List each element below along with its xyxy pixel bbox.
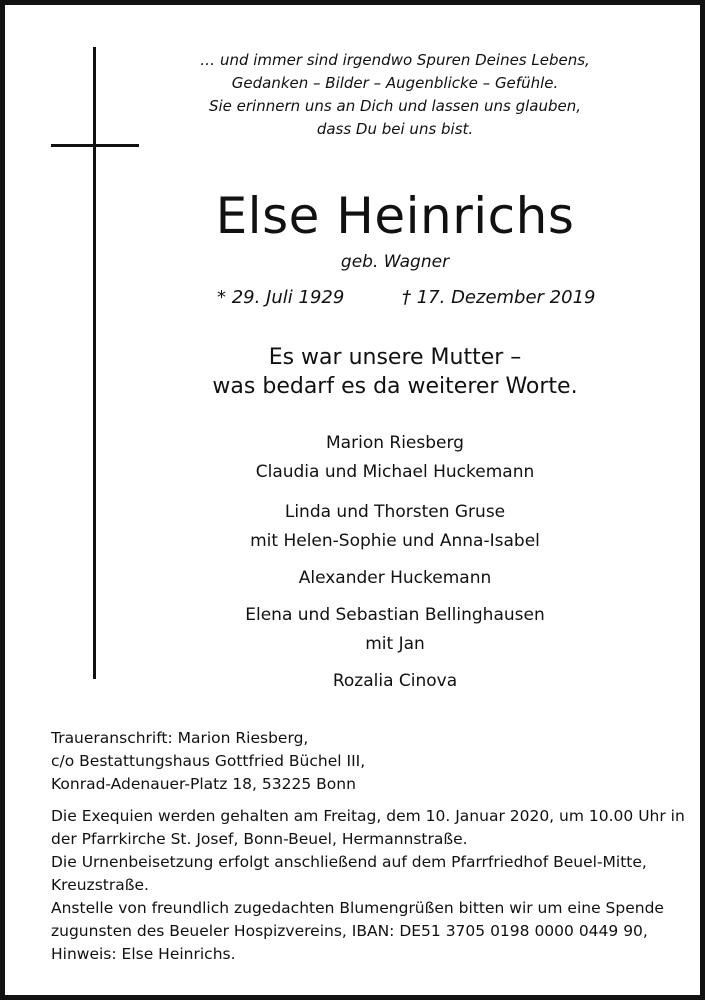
verse-line: … und immer sind irgendwo Spuren Deines Lebens, (200, 51, 590, 69)
address-line: c/o Bestattungshaus Gottfried Büchel III, (51, 752, 366, 770)
address-line: Traueranschrift: Marion Riesberg, (51, 729, 309, 747)
funeral-notes (51, 805, 685, 966)
tagline-line: was bedarf es da weiterer Worte. (212, 374, 578, 399)
notes-line: zugunsten des Beueler Hospizvereins, IBAN: DE51 3705 0198 0000 0449 90, (51, 922, 648, 940)
mourner-group (155, 601, 635, 659)
verse (155, 49, 635, 141)
mourner-line: mit Helen-Sophie und Anna-Isabel (250, 531, 540, 551)
mourner-line: Elena und Sebastian Bellinghausen (245, 605, 545, 625)
mourner-line: Claudia und Michael Huckemann (255, 462, 535, 482)
mourner-line: mit Jan (365, 634, 425, 654)
notes-line: Anstelle von freundlich zugedachten Blumengrüßen bitten wir um eine Spende (51, 899, 664, 917)
mourner-line: Alexander Huckemann (298, 568, 492, 588)
notes-line: Hinweis: Else Heinrichs. (51, 945, 236, 963)
notes-line: der Pfarrkirche St. Josef, Bonn-Beuel, Hermannstraße. (51, 830, 468, 848)
verse-line: dass Du bei uns bist. (316, 120, 474, 138)
tagline-line: Es war unsere Mutter – (268, 345, 522, 370)
deceased-name: Else Heinrichs (215, 187, 575, 245)
death-date: † 17. Dezember 2019 (402, 287, 596, 308)
mourner-group (155, 429, 635, 487)
mourners-list (155, 429, 635, 707)
mourner-group (155, 667, 635, 696)
address-line: Konrad-Adenauer-Platz 18, 53225 Bonn (51, 775, 356, 793)
mourner-group (155, 564, 635, 593)
cross-icon-bar (51, 144, 139, 147)
notes-line: Die Exequien werden gehalten am Freitag, dem 10. Januar 2020, um 10.00 Uhr in (51, 807, 685, 825)
mourner-group (155, 498, 635, 556)
tagline (155, 343, 635, 401)
birth-date: * 29. Juli 1929 (217, 287, 345, 308)
mourner-line: Marion Riesberg (326, 433, 464, 453)
mourning-address (51, 727, 663, 796)
cross-icon (93, 47, 96, 679)
notes-line: Die Urnenbeisetzung erfolgt anschließend auf dem Pfarrfriedhof Beuel-Mitte, (51, 853, 647, 871)
notes-line: Kreuzstraße. (51, 876, 149, 894)
verse-line: Sie erinnern uns an Dich und lassen uns glauben, (208, 97, 582, 115)
mourner-line: Rozalia Cinova (332, 671, 458, 691)
mourner-line: Linda und Thorsten Gruse (284, 502, 506, 522)
verse-line: Gedanken – Bilder – Augenblicke – Gefühle. (231, 74, 559, 92)
birth-name: geb. Wagner (340, 252, 450, 272)
